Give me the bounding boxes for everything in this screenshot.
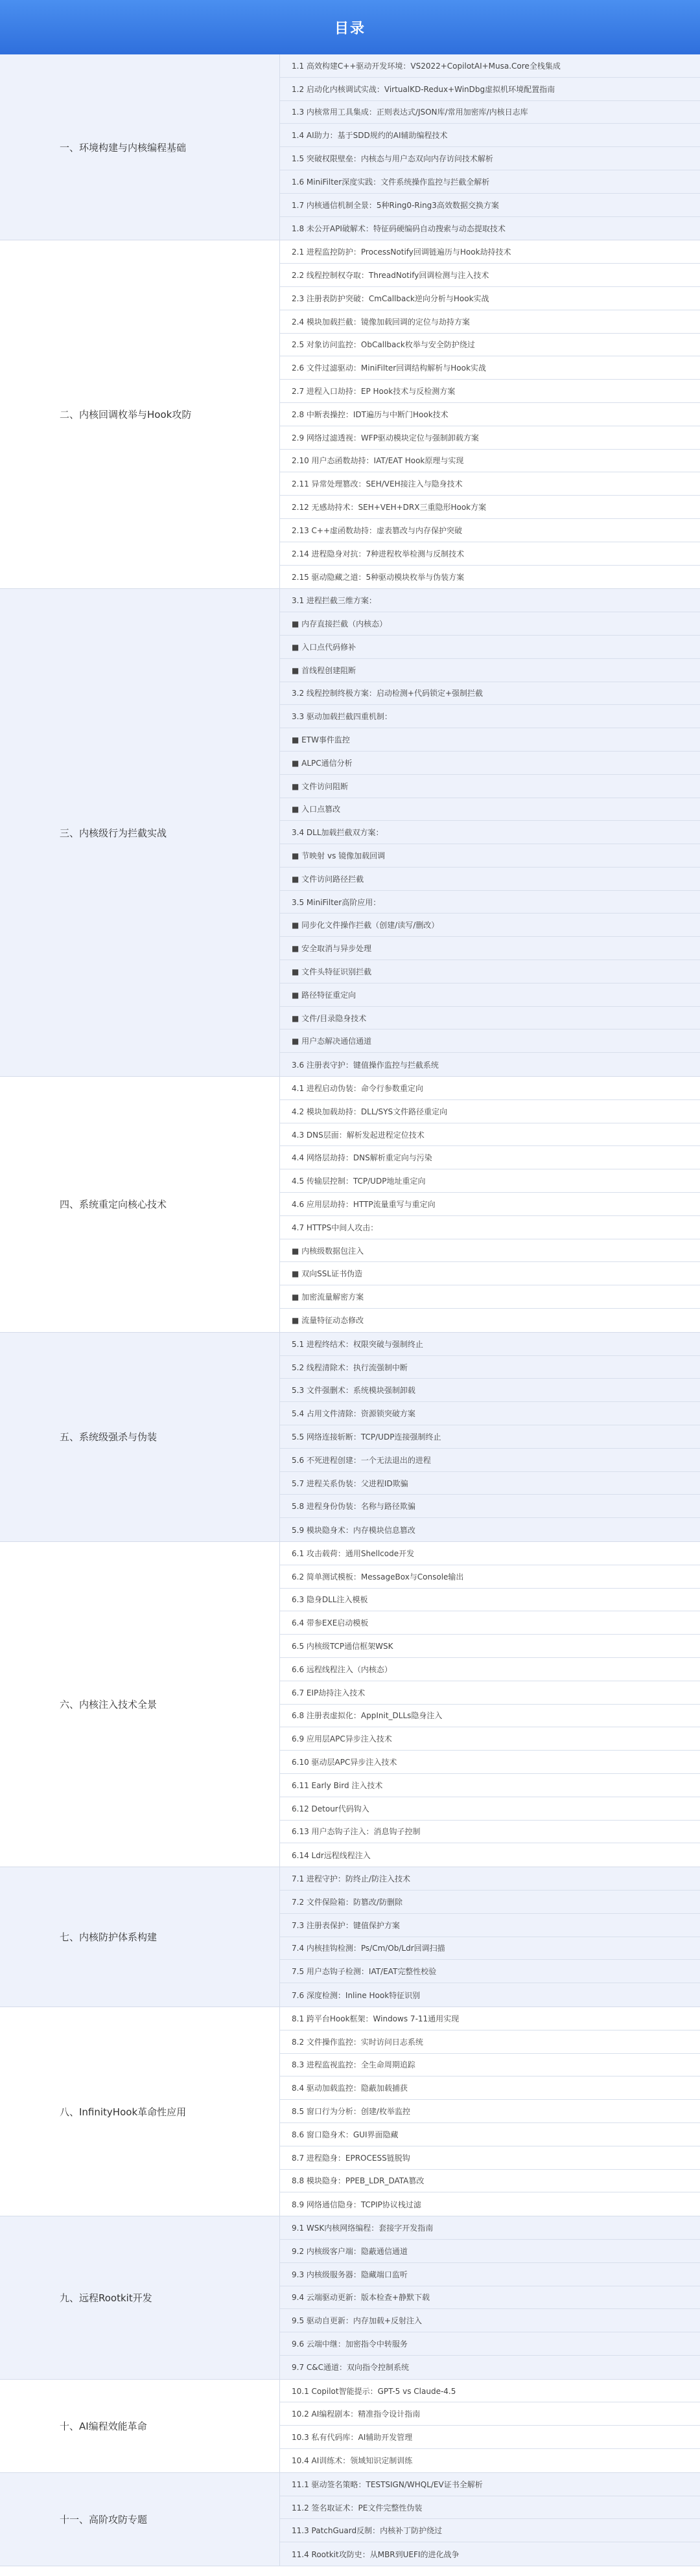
toc-item: 3.1 进程拦截三维方案： bbox=[280, 589, 700, 612]
toc-item: 1.7 内核通信机制全景：5种Ring0-Ring3高效数据交换方案 bbox=[280, 194, 700, 217]
section-items bbox=[280, 2473, 700, 2566]
toc-item: 11.4 Rootkit攻防史：从MBR到UEFI的进化战争 bbox=[292, 2549, 460, 2559]
toc-item: 6.2 简单测试模板：MessageBox与Console输出 bbox=[280, 1565, 700, 1589]
toc-item: 7.3 注册表保护：键值保护方案 bbox=[280, 1914, 700, 1937]
toc-item: 3.6 注册表守护：键值操作监控与拦截系统 bbox=[292, 1060, 439, 1070]
toc-item: 9.3 内核级服务器：隐藏端口监听 bbox=[280, 2263, 700, 2286]
section-title: 二、内核回调枚举与Hook攻防 bbox=[0, 240, 280, 588]
toc-item: 8.1 跨平台Hook框架：Windows 7-11通用实现 bbox=[280, 2007, 700, 2030]
toc-item: 4.3 DNS层面：解析发起进程定位技术 bbox=[280, 1123, 700, 1147]
toc-section bbox=[0, 2473, 700, 2566]
toc-item: 6.5 内核级TCP通信框架WSK bbox=[280, 1635, 700, 1658]
toc-item: 1.2 启动化内核调试实战：VirtualKD-Redux+WinDbg虚拟机环境配置指南 bbox=[280, 78, 700, 101]
toc-section bbox=[0, 1333, 700, 1542]
toc-section bbox=[0, 1542, 700, 1867]
section-items bbox=[280, 2007, 700, 2216]
toc-item: 7.6 深度检测：Inline Hook特征识别 bbox=[292, 1990, 421, 2000]
toc-item: 10.1 Copilot智能提示：GPT-5 vs Claude-4.5 bbox=[280, 2380, 700, 2403]
toc-item: ■ 文件/目录隐身技术 bbox=[280, 1007, 700, 1030]
toc-table bbox=[0, 54, 700, 2566]
toc-section bbox=[0, 2380, 700, 2473]
toc-item: 9.2 内核级客户端：隐蔽通信通道 bbox=[280, 2240, 700, 2263]
toc-item: 8.2 文件操作监控：实时访问日志系统 bbox=[280, 2030, 700, 2054]
toc-item: 2.2 线程控制权夺取：ThreadNotify回调检测与注入技术 bbox=[280, 264, 700, 287]
toc-item: 5.2 线程清除术：执行流强制中断 bbox=[280, 1356, 700, 1379]
toc-item: ■ 用户态解决通信通道 bbox=[280, 1029, 700, 1053]
section-items bbox=[280, 2380, 700, 2472]
toc-section bbox=[0, 54, 700, 240]
toc-header bbox=[0, 0, 700, 54]
toc-section bbox=[0, 2007, 700, 2216]
toc-item: 6.3 隐身DLL注入模板 bbox=[280, 1589, 700, 1612]
toc-item: ■ 文件头特征识别拦截 bbox=[280, 960, 700, 983]
toc-item: 2.14 进程隐身对抗：7种进程枚举检测与反制技术 bbox=[280, 542, 700, 566]
toc-item: ■ 首线程创建阻断 bbox=[280, 659, 700, 682]
toc-item: 1.3 内核常用工具集成：正则表达式/JSON库/常用加密库/内核日志库 bbox=[280, 101, 700, 124]
toc-item: 5.4 占用文件清除：资源锁突破方案 bbox=[280, 1402, 700, 1425]
section-items bbox=[280, 1542, 700, 1867]
toc-item: 2.8 中断表操控：IDT遍历与中断门Hook技术 bbox=[280, 403, 700, 426]
section-items bbox=[280, 54, 700, 240]
toc-item: 9.5 驱动自更新：内存加载+反射注入 bbox=[280, 2309, 700, 2332]
toc-item: 11.1 驱动签名策略：TESTSIGN/WHQL/EV证书全解析 bbox=[280, 2473, 700, 2496]
toc-item: 6.4 带参EXE启动模板 bbox=[280, 1611, 700, 1635]
section-items bbox=[280, 240, 700, 588]
toc-item: 7.5 用户态钩子检测：IAT/EAT完整性校验 bbox=[280, 1960, 700, 1983]
toc-item: 3.4 DLL加载拦截双方案： bbox=[280, 821, 700, 844]
toc-section bbox=[0, 1867, 700, 2007]
section-items bbox=[280, 1333, 700, 1541]
toc-item: 5.9 模块隐身术：内存模块信息篡改 bbox=[292, 1525, 415, 1535]
toc-item: 10.4 AI训练术：领域知识定制训练 bbox=[292, 2456, 413, 2466]
toc-item: 8.7 进程隐身：EPROCESS链脱钩 bbox=[280, 2146, 700, 2170]
toc-section bbox=[0, 240, 700, 589]
section-title: 四、系统重定向核心技术 bbox=[0, 1077, 280, 1332]
toc-item: 2.11 异常处理篡改：SEH/VEH接注入与隐身技术 bbox=[280, 472, 700, 496]
toc-section bbox=[0, 1077, 700, 1333]
toc-item: ■ 同步化文件操作拦截（创建/读写/删改） bbox=[280, 914, 700, 937]
toc-item: 2.13 C++虚函数劫持：虚表篡改与内存保护突破 bbox=[280, 519, 700, 542]
toc-item: 6.13 用户态钩子注入：消息钩子控制 bbox=[280, 1821, 700, 1844]
toc-item: 8.9 网络通信隐身：TCPIP协议栈过滤 bbox=[292, 2200, 421, 2209]
section-title: 十、AI编程效能革命 bbox=[0, 2380, 280, 2472]
section-title: 七、内核防护体系构建 bbox=[0, 1867, 280, 2007]
section-title: 一、环境构建与内核编程基础 bbox=[0, 54, 280, 240]
toc-item: ■ 安全取消与异步处理 bbox=[280, 937, 700, 960]
toc-item: 8.4 驱动加载监控：隐蔽加载捕获 bbox=[280, 2076, 700, 2100]
toc-item: ■ 流量特征动态修改 bbox=[292, 1316, 364, 1326]
toc-item: ■ 内存直接拦截（内核态） bbox=[280, 612, 700, 636]
toc-item: ■ 入口点篡改 bbox=[280, 798, 700, 822]
toc-item: 11.2 签名取证术：PE文件完整性伪装 bbox=[280, 2496, 700, 2520]
toc-item: 4.4 网络层劫持：DNS解析重定向与污染 bbox=[280, 1146, 700, 1169]
section-title: 十一、高阶攻防专题 bbox=[0, 2473, 280, 2566]
toc-item: 2.9 网络过滤透视：WFP驱动模块定位与强制卸载方案 bbox=[280, 426, 700, 450]
toc-item: 4.2 模块加载劫持：DLL/SYS文件路径重定向 bbox=[280, 1100, 700, 1123]
toc-item: 5.6 不死进程创建：一个无法退出的进程 bbox=[280, 1449, 700, 1472]
toc-item: 7.1 进程守护：防终止/防注入技术 bbox=[280, 1867, 700, 1891]
toc-item: 8.6 窗口隐身术：GUI界面隐藏 bbox=[280, 2123, 700, 2146]
page-title: 目录 bbox=[334, 20, 366, 37]
toc-item: ■ 入口点代码修补 bbox=[280, 636, 700, 659]
section-title: 三、内核级行为拦截实战 bbox=[0, 589, 280, 1076]
toc-item: 6.6 远程线程注入（内核态） bbox=[280, 1658, 700, 1681]
toc-item: ■ 节映射 vs 镜像加载回调 bbox=[280, 844, 700, 868]
toc-item: 4.5 传输层控制：TCP/UDP地址重定向 bbox=[280, 1169, 700, 1193]
section-title: 五、系统级强杀与伪装 bbox=[0, 1333, 280, 1541]
toc-item: 2.5 对象访问监控：ObCallback枚举与安全防护绕过 bbox=[280, 334, 700, 357]
toc-item: 5.5 网络连接斩断：TCP/UDP连接强制终止 bbox=[280, 1425, 700, 1449]
toc-item: ■ ETW事件监控 bbox=[280, 728, 700, 752]
toc-item: 8.3 进程监视监控：全生命周期追踪 bbox=[280, 2054, 700, 2077]
toc-item: 2.6 文件过滤驱动：MiniFilter回调结构解析与Hook实战 bbox=[280, 356, 700, 380]
section-title: 六、内核注入技术全景 bbox=[0, 1542, 280, 1867]
toc-item: 5.7 进程关系伪装：父进程ID欺骗 bbox=[280, 1472, 700, 1495]
toc-item: 6.8 注册表虚拟化：AppInit_DLLs隐身注入 bbox=[280, 1705, 700, 1728]
toc-item: 2.4 模块加载拦截：镜像加载回调的定位与劫持方案 bbox=[280, 310, 700, 334]
section-title: 八、InfinityHook革命性应用 bbox=[0, 2007, 280, 2216]
toc-section bbox=[0, 2216, 700, 2380]
toc-item: 8.8 模块隐身：PPEB_LDR_DATA篡改 bbox=[280, 2170, 700, 2193]
toc-item: 5.8 进程身份伪装：名称与路径欺骗 bbox=[280, 1495, 700, 1518]
toc-item: 4.1 进程启动伪装：命令行参数重定向 bbox=[280, 1077, 700, 1100]
toc-item: 8.5 窗口行为分析：创建/枚举监控 bbox=[280, 2100, 700, 2123]
toc-item: 1.5 突破权限壁垒：内核态与用户态双向内存访问技术解析 bbox=[280, 147, 700, 170]
toc-item: 3.5 MiniFilter高阶应用： bbox=[280, 891, 700, 914]
toc-item: 6.14 Ldr远程线程注入 bbox=[292, 1850, 371, 1860]
toc-item: 2.1 进程监控防护：ProcessNotify回调链遍历与Hook劫持技术 bbox=[280, 240, 700, 264]
toc-item: 9.6 云端中继：加密指令中转服务 bbox=[280, 2332, 700, 2356]
toc-item: 6.7 EIP劫持注入技术 bbox=[280, 1681, 700, 1705]
toc-item: 9.4 云端驱动更新：版本检查+静默下载 bbox=[280, 2286, 700, 2310]
section-items bbox=[280, 1077, 700, 1332]
toc-item: ■ 文件访问阻断 bbox=[280, 775, 700, 798]
toc-item: ■ 内核级数据包注入 bbox=[280, 1239, 700, 1263]
toc-item: ■ 路径特征重定向 bbox=[280, 983, 700, 1007]
section-items bbox=[280, 2216, 700, 2379]
toc-item: 6.1 攻击载荷：通用Shellcode开发 bbox=[280, 1542, 700, 1565]
toc-item: 1.8 未公开API破解术：特征码硬编码自动搜索与动态提取技术 bbox=[292, 224, 506, 233]
toc-item: 6.10 驱动层APC异步注入技术 bbox=[280, 1751, 700, 1774]
toc-item: 10.2 AI编程剧本：精准指令设计指南 bbox=[280, 2402, 700, 2426]
toc-item: 9.1 WSK内核网络编程：套接字开发指南 bbox=[280, 2216, 700, 2240]
toc-item: 10.3 私有代码库：AI辅助开发管理 bbox=[280, 2426, 700, 2449]
toc-item: 2.15 驱动隐藏之道：5种驱动模块枚举与伪装方案 bbox=[292, 572, 465, 582]
toc-item: 1.6 MiniFilter深度实践：文件系统操作监控与拦截全解析 bbox=[280, 170, 700, 194]
toc-item: 7.4 内核挂钩检测：Ps/Cm/Ob/Ldr回调扫描 bbox=[280, 1937, 700, 1961]
toc-item: 3.3 驱动加载拦截四重机制： bbox=[280, 705, 700, 728]
section-items bbox=[280, 1867, 700, 2007]
toc-item: 3.2 线程控制终极方案：启动检测+代码锁定+强制拦截 bbox=[280, 682, 700, 706]
toc-item: 7.2 文件保险箱：防篡改/防删除 bbox=[280, 1891, 700, 1914]
toc-item: 1.4 AI助力：基于SDD规约的AI辅助编程技术 bbox=[280, 124, 700, 147]
toc-item: 6.12 Detour代码钩入 bbox=[280, 1797, 700, 1821]
toc-item: 6.11 Early Bird 注入技术 bbox=[280, 1774, 700, 1797]
toc-item: 5.1 进程终结术：权限突破与强制终止 bbox=[280, 1333, 700, 1356]
toc-item: 4.6 应用层劫持：HTTP流量重写与重定向 bbox=[280, 1193, 700, 1216]
toc-item: 4.7 HTTPS中间人攻击： bbox=[280, 1216, 700, 1239]
toc-section bbox=[0, 589, 700, 1077]
toc-item: 6.9 应用层APC异步注入技术 bbox=[280, 1727, 700, 1751]
toc-item: ■ 双向SSL证书伪造 bbox=[280, 1262, 700, 1285]
toc-item: 2.7 进程入口劫持：EP Hook技术与反检测方案 bbox=[280, 380, 700, 403]
toc-item: ■ 文件访问路径拦截 bbox=[280, 868, 700, 891]
toc-item: 11.3 PatchGuard反制：内核补丁防护绕过 bbox=[280, 2519, 700, 2542]
toc-item: 2.10 用户态函数劫持：IAT/EAT Hook原理与实现 bbox=[280, 450, 700, 473]
section-items bbox=[280, 589, 700, 1076]
toc-item: ■ 加密流量解密方案 bbox=[280, 1285, 700, 1309]
toc-item: 5.3 文件强删术：系统模块强制卸载 bbox=[280, 1379, 700, 1402]
section-title: 九、远程Rootkit开发 bbox=[0, 2216, 280, 2379]
toc-item: ■ ALPC通信分析 bbox=[280, 752, 700, 775]
toc-item: 2.12 无感劫持术：SEH+VEH+DRX三重隐形Hook方案 bbox=[280, 496, 700, 519]
toc-item: 1.1 高效构建C++驱动开发环境：VS2022+CopilotAI+Musa.Core全栈集成 bbox=[280, 54, 700, 78]
toc-item: 2.3 注册表防护突破：CmCallback逆向分析与Hook实战 bbox=[280, 287, 700, 310]
toc-item: 9.7 C&C通道：双向指令控制系统 bbox=[292, 2363, 410, 2373]
